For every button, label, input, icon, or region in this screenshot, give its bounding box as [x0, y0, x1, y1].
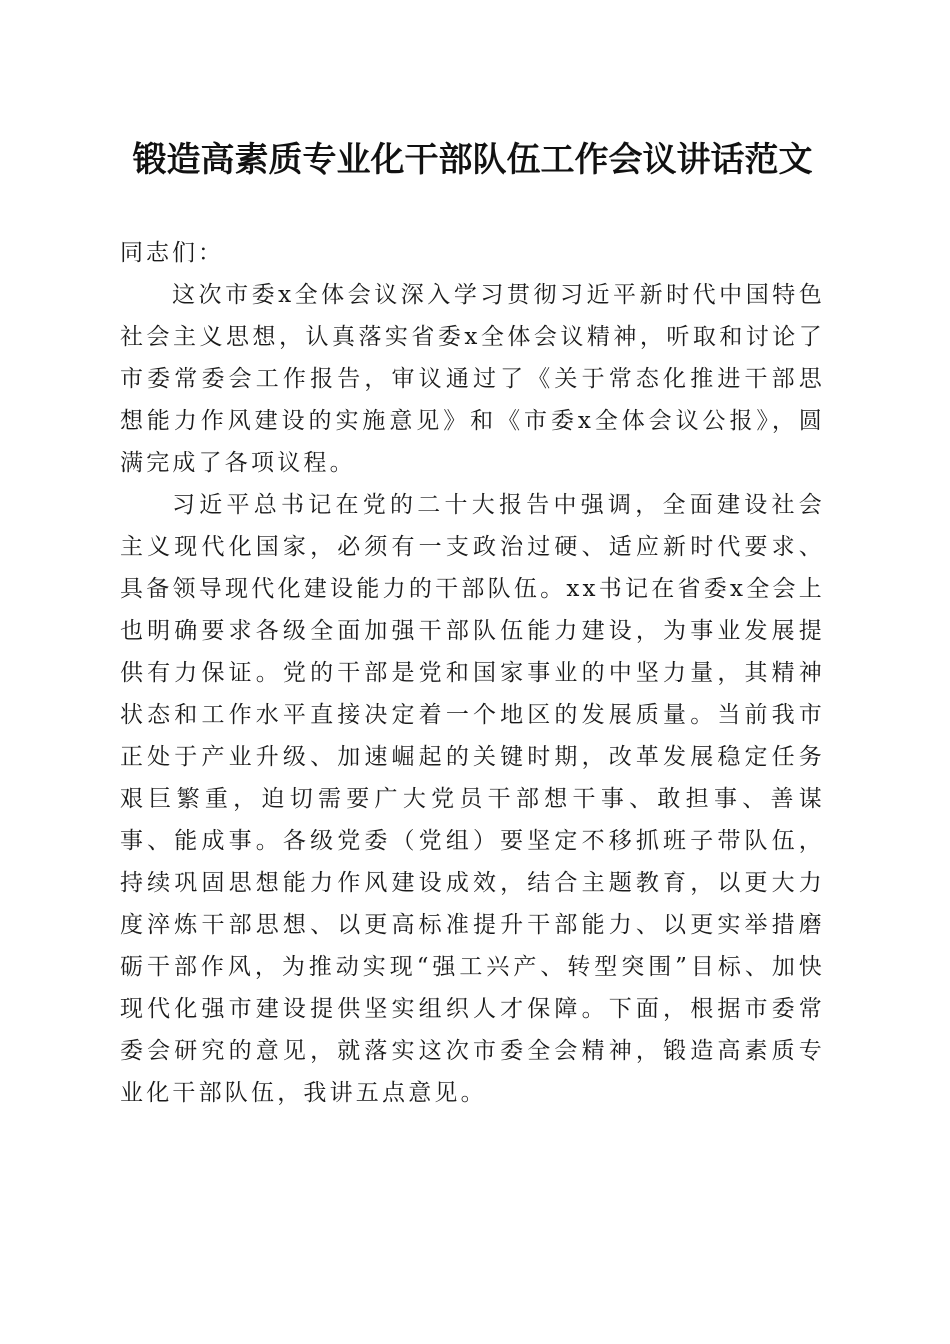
paragraph-2: 习近平总书记在党的二十大报告中强调，全面建设社会主义现代化国家，必须有一支政治过硬、适应新时代要求、具备领导现代化建设能力的干部队伍。xx书记在省委x全会上也明确要求各级全面加强干部队伍能力建设，为事业发展提供有力保证。党的干部是党和国家事业的中坚力量，其精神状态和工作水平直接决定着一个地区的发展质量。当前我市正处于产业升级、加速崛起的关键时期，改革发展稳定任务艰巨繁重，迫切需要广大党员干部想干事、敢担事、善谋事、能成事。各级党委（党组）要坚定不移抓班子带队伍，持续巩固思想能力作风建设成效，结合主题教育，以更大力度淬炼干部思想、以更高标准提升干部能力、以更实举措磨砺干部作风，为推动实现“强工兴产、转型突围”目标、加快现代化强市建设提供坚实组织人才保障。下面，根据市委常委会研究的意见，就落实这次市委全会精神，锻造高素质专业化干部队伍，我讲五点意见。 [120, 492, 825, 1106]
document-title: 锻造高素质专业化干部队伍工作会议讲话范文 [132, 140, 813, 180]
document-page [120, 130, 825, 1114]
paragraph-1: 这次市委x全体会议深入学习贯彻习近平新时代中国特色社会主义思想，认真落实省委x全体会议精神，听取和讨论了市委常委会工作报告，审议通过了《关于常态化推进干部思想能力作风建设的实施意见》和《市委x全体会议公报》，圆满完成了各项议程。 [120, 282, 825, 476]
salutation: 同志们： [120, 240, 224, 266]
